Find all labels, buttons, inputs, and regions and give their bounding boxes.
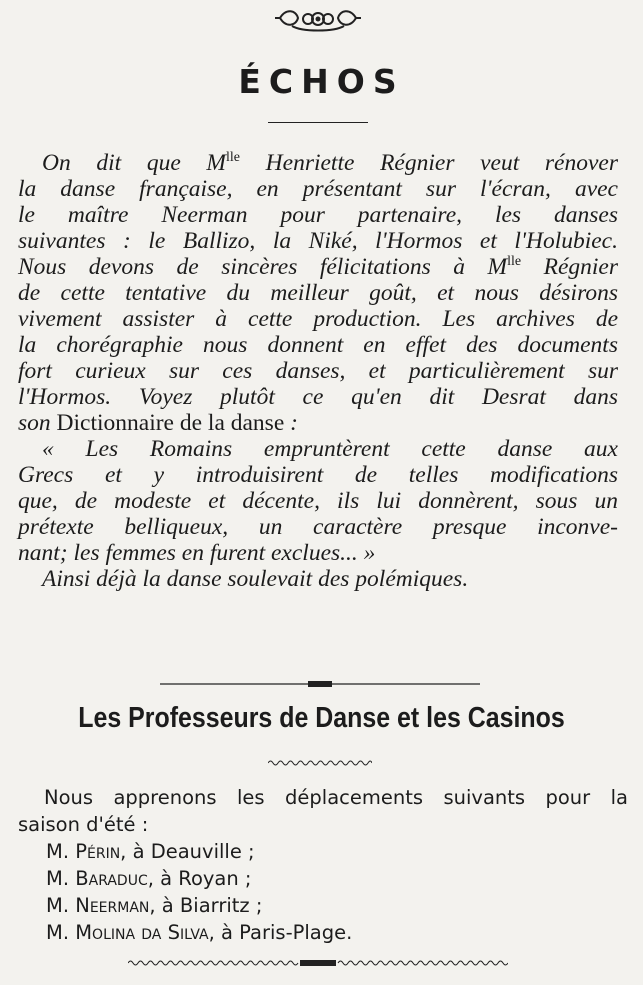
quote-line: prétexte belliqueux, un caractère presque inconve- [18, 514, 618, 540]
quote-line: que, de modeste et décente, ils lui donnèrent, sous un [18, 488, 618, 514]
casinos-body [18, 784, 628, 946]
echo-line: le maître Neerman pour partenaire, les danses [18, 202, 618, 228]
echo-line: fort curieux sur ces danses, et particulièrement sur [18, 358, 618, 384]
wavy-rule [268, 758, 372, 768]
section-divider [160, 680, 480, 688]
echo-line: la danse française, en présentant sur l'écran, avec [18, 176, 618, 202]
list-item: M. Molina da Silva, à Paris-Plage. [46, 921, 353, 944]
casinos-heading: Les Professeurs de Danse et les Casinos [78, 702, 565, 734]
floral-ornament-icon [272, 4, 364, 34]
echo-paragraph [18, 150, 618, 592]
echo-line: son Dictionnaire de la danse : [18, 410, 298, 436]
quote-line: « Les Romains empruntèrent cette danse aux [42, 436, 618, 462]
echo-line: suivantes : le Ballizo, la Niké, l'Hormos et l'Holubiec. [18, 228, 618, 254]
echo-line: vivement assister à cette production. Les archives de [18, 306, 618, 332]
list-item: M. Neerman, à Biarritz ; [46, 894, 263, 917]
quote-line: nant; les femmes en furent exclues... » [18, 540, 376, 566]
section-title: ÉCHOS [238, 62, 405, 101]
bottom-wavy-rule [128, 958, 508, 968]
echo-line: la chorégraphie nous donnent en effet des documents [18, 332, 618, 358]
list-item: M. Périn, à Deauville ; [46, 840, 255, 863]
echo-line: On dit que $M^{lle}$ Henriette Régnier veut rénover [42, 150, 618, 176]
book-title: Dictionnaire de la danse [56, 410, 285, 436]
title-underline [268, 122, 368, 123]
quote-line: Grecs et y introduisirent de telles modifications [18, 462, 618, 488]
echo-line: Ainsi déjà la danse soulevait des polémiques. [42, 566, 469, 592]
echo-line: de cette tentative du meilleur goût, et nous désirons [18, 280, 618, 306]
intro-line: Nous apprenons les déplacements suivants pour la [44, 786, 628, 809]
echo-line: l'Hormos. Voyez plutôt ce qu'en dit Desrat dans [18, 384, 618, 410]
list-item: M. Baraduc, à Royan ; [46, 867, 252, 890]
echo-line: Nous devons de sincères félicitations à $M^{lle}$ Régnier [18, 254, 618, 280]
intro-line: saison d'été : [18, 813, 149, 836]
